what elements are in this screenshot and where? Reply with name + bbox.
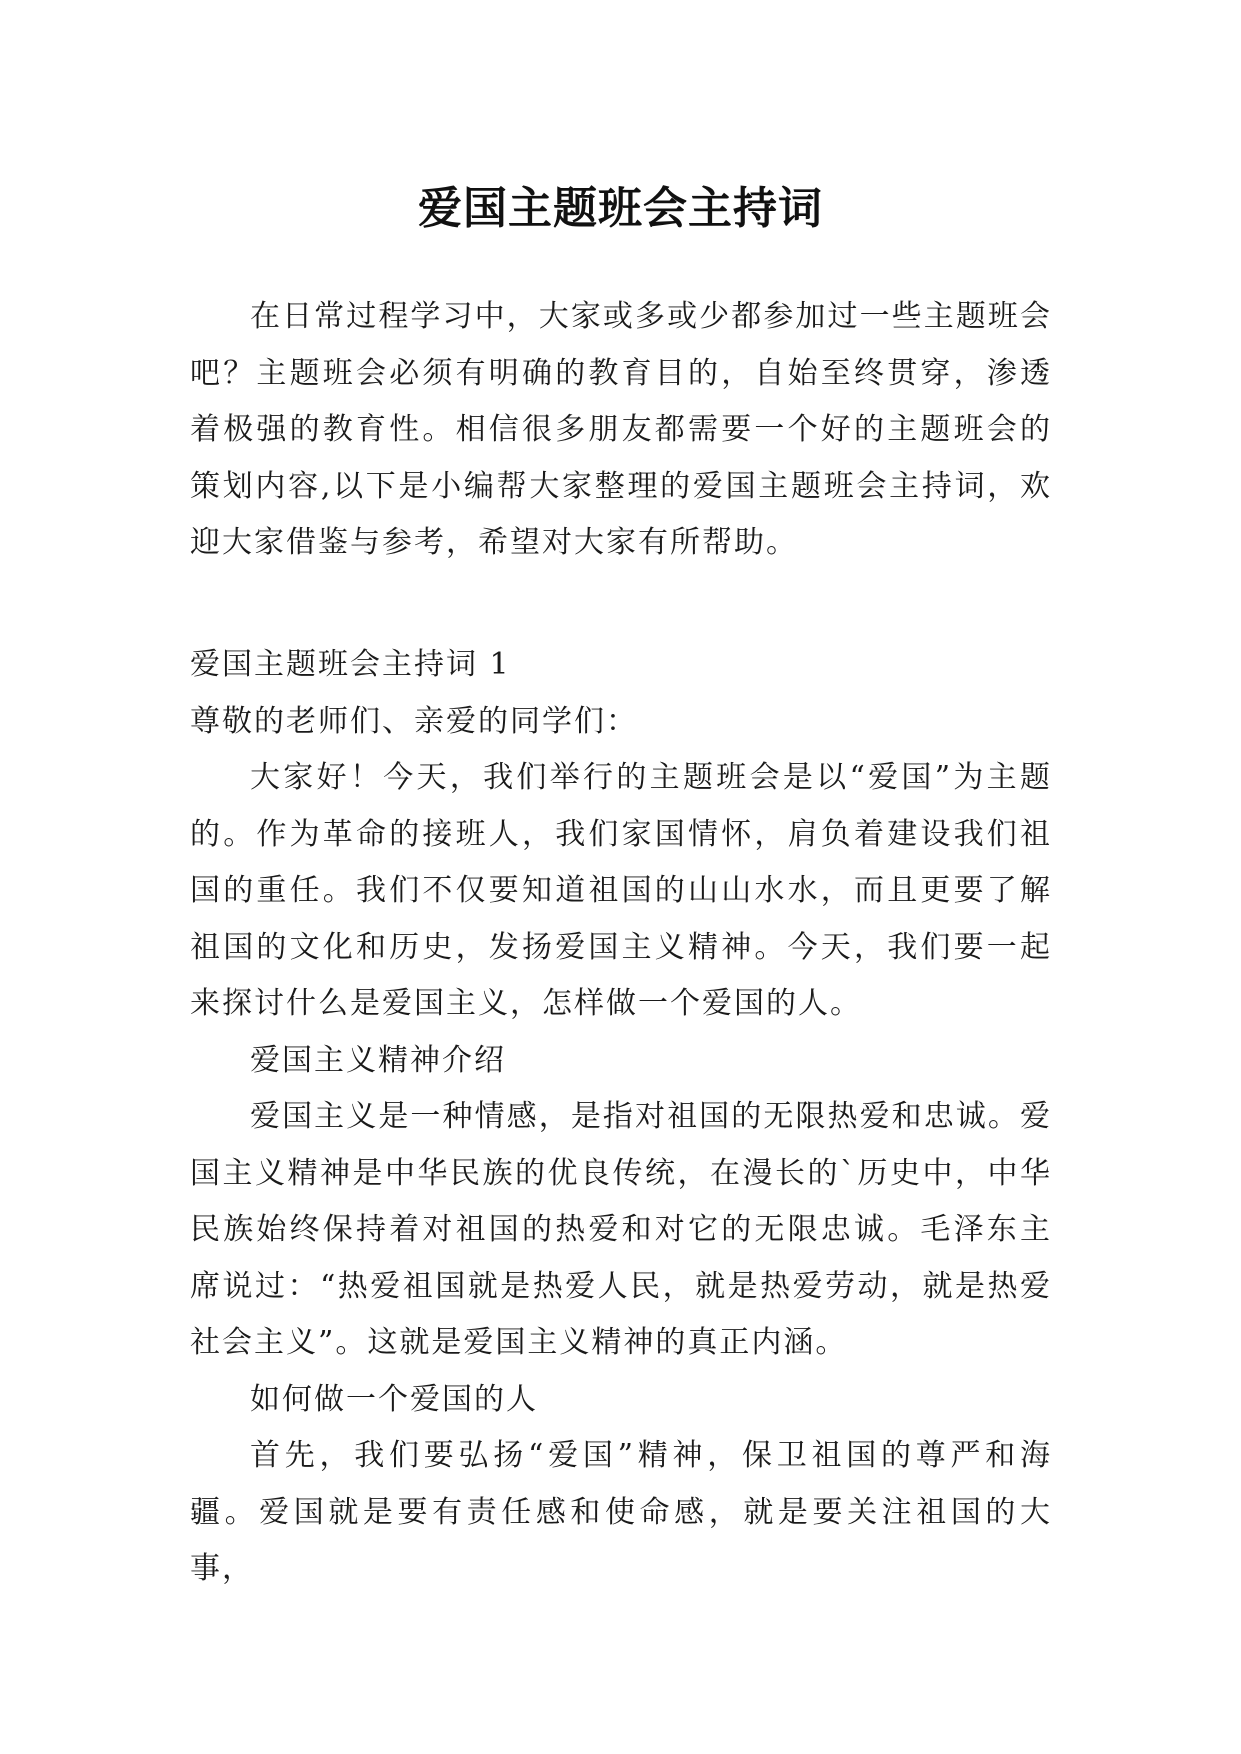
body-paragraph-1: 大家好！今天，我们举行的主题班会是以“爱国”为主题的。作为革命的接班人，我们家国情怀，肩负着建设我们祖国的重任。我们不仅要知道祖国的山山水水，而且更要了解祖国的文化和历史，发扬爱国主义精神。今天，我们要一起来探讨什么是爱国主义，怎样做一个爱国的人。 (190, 760, 1052, 1021)
intro-paragraph: 在日常过程学习中，大家或多或少都参加过一些主题班会吧？主题班会必须有明确的教育目的，自始至终贯穿，渗透着极强的教育性。相信很多朋友都需要一个好的主题班会的策划内容,以下是小编帮大家整理的爱国主题班会主持词，欢迎大家借鉴与参考，希望对大家有所帮助。 (190, 299, 1052, 560)
document-title: 爱国主题班会主持词 (418, 183, 823, 235)
main-section (190, 637, 1052, 1598)
section-heading: 爱国主题班会主持词 1 (190, 647, 511, 682)
subheading-how-to-be-patriotic: 如何做一个爱国的人 (250, 1381, 538, 1417)
salutation: 尊敬的老师们、亲爱的同学们： (190, 703, 638, 739)
body-paragraph-2: 爱国主义是一种情感，是指对祖国的无限热爱和忠诚。爱国主义精神是中华民族的优良传统，在漫长的`历史中，中华民族始终保持着对祖国的热爱和对它的无限忠诚。毛泽东主席说过：“热爱祖国就是热爱人民，就是热爱劳动，就是热爱社会主义”。这就是爱国主义精神的真正内涵。 (190, 1099, 1052, 1360)
intro-section (190, 289, 1052, 572)
body-paragraph-3: 首先，我们要弘扬“爱国”精神，保卫祖国的尊严和海疆。爱国就是要有责任感和使命感，就是要关注祖国的大事， (190, 1438, 1052, 1586)
subheading-patriotism-spirit: 爱国主义精神介绍 (250, 1042, 506, 1078)
